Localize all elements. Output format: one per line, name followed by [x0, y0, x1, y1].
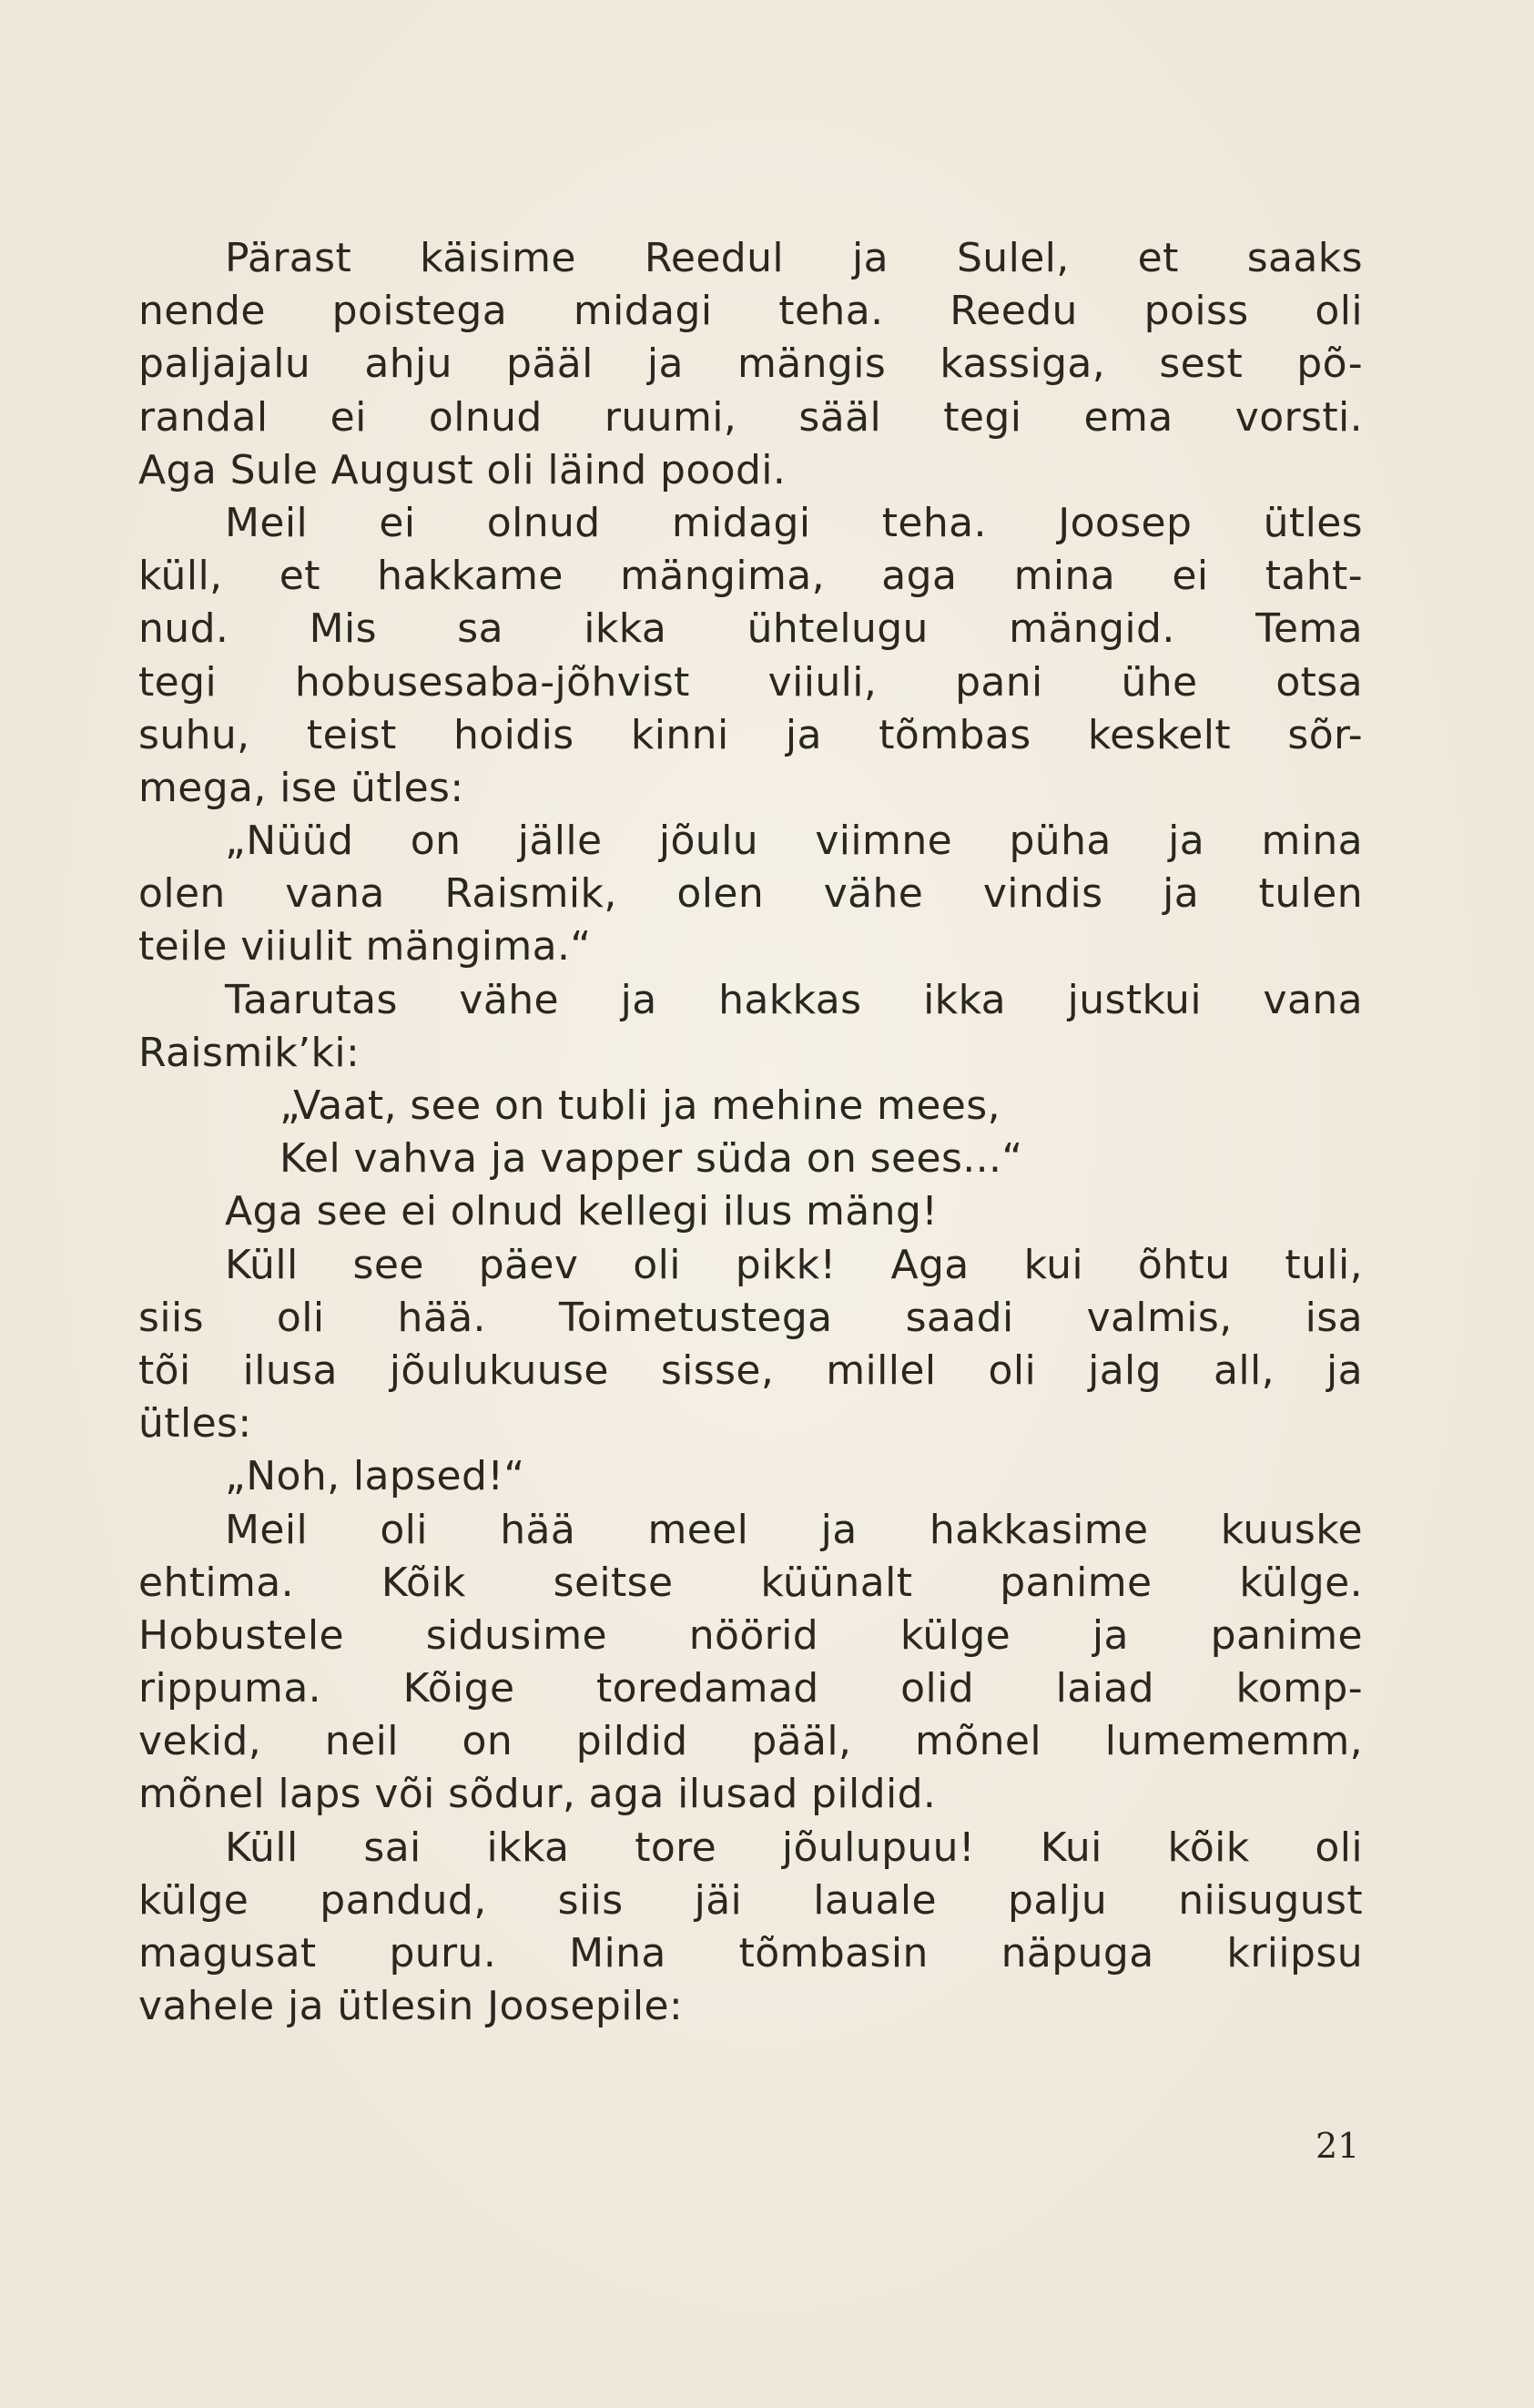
- text-line: vahele ja ütlesin Joosepile:: [138, 1983, 684, 2030]
- text-line: Pärast käisime Reedul ja Sulel, et saaks: [225, 235, 1363, 281]
- body-text: [138, 232, 1363, 2033]
- text-line: rippuma. Kõige toredamad olid laiad komp-: [138, 1665, 1363, 1712]
- text-line: „Nüüd on jälle jõulu viimne püha ja mina: [225, 818, 1363, 865]
- text-line: vekid, neil on pildid pääl, mõnel lumememm,: [138, 1718, 1363, 1765]
- text-line: magusat puru. Mina tõmbasin näpuga kriipsu: [138, 1930, 1363, 1976]
- text-line: Kel vahva ja vapper süda on sees...“: [279, 1135, 1023, 1183]
- text-line: paljajalu ahju pääl ja mängis kassiga, sest põ-: [138, 340, 1363, 388]
- text-line: külge pandud, siis jäi lauale palju niisugust: [138, 1876, 1363, 1924]
- text-line: Aga see ei olnud kellegi ilus mäng!: [225, 1188, 939, 1235]
- text-line: ehtima. Kõik seitse küünalt panime külge.: [138, 1559, 1363, 1606]
- text-line: tõi ilusa jõulukuuse sisse, millel oli jalg all, ja: [138, 1346, 1363, 1394]
- text-line: „Vaat, see on tubli ja mehine mees,: [279, 1082, 1001, 1129]
- text-line: randal ei olnud ruumi, sääl tegi ema vorsti.: [138, 393, 1363, 441]
- text-line: Hobustele sidusime nöörid külge ja panime: [138, 1611, 1363, 1659]
- text-line: suhu, teist hoidis kinni ja tõmbas keskelt sõr-: [138, 711, 1363, 758]
- text-line: Raismik’ki:: [138, 1029, 361, 1076]
- text-line: teile viiulit mängima.“: [138, 923, 592, 970]
- text-line: olen vana Raismik, olen vähe vindis ja tulen: [138, 870, 1363, 918]
- text-line: mega, ise ütles:: [138, 764, 464, 811]
- text-line: küll, et hakkame mängima, aga mina ei taht-: [138, 553, 1363, 600]
- text-line: Küll sai ikka tore jõulupuu! Kui kõik oli: [225, 1824, 1363, 1871]
- text-line: ütles:: [138, 1400, 252, 1448]
- text-line: „Noh, lapsed!“: [225, 1453, 525, 1500]
- page-number: 21: [1316, 2126, 1360, 2166]
- text-line: Meil ei olnud midagi teha. Joosep ütles: [225, 499, 1363, 546]
- text-line: tegi hobusesaba-jõhvist viiuli, pani ühe otsa: [138, 658, 1363, 706]
- text-line: nende poistega midagi teha. Reedu poiss oli: [138, 288, 1363, 335]
- text-line: Meil oli hää meel ja hakkasime kuuske: [225, 1506, 1363, 1553]
- text-line: Taarutas vähe ja hakkas ikka justkui vana: [225, 976, 1363, 1023]
- text-line: Aga Sule August oli läind poodi.: [138, 446, 787, 493]
- text-line: mõnel laps või sõdur, aga ilusad pildid.: [138, 1771, 937, 1818]
- text-line: Küll see päev oli pikk! Aga kui õhtu tuli,: [225, 1241, 1363, 1288]
- text-line: siis oli hää. Toimetustega saadi valmis, isa: [138, 1294, 1363, 1341]
- text-line: nud. Mis sa ikka ühtelugu mängid. Tema: [138, 605, 1363, 653]
